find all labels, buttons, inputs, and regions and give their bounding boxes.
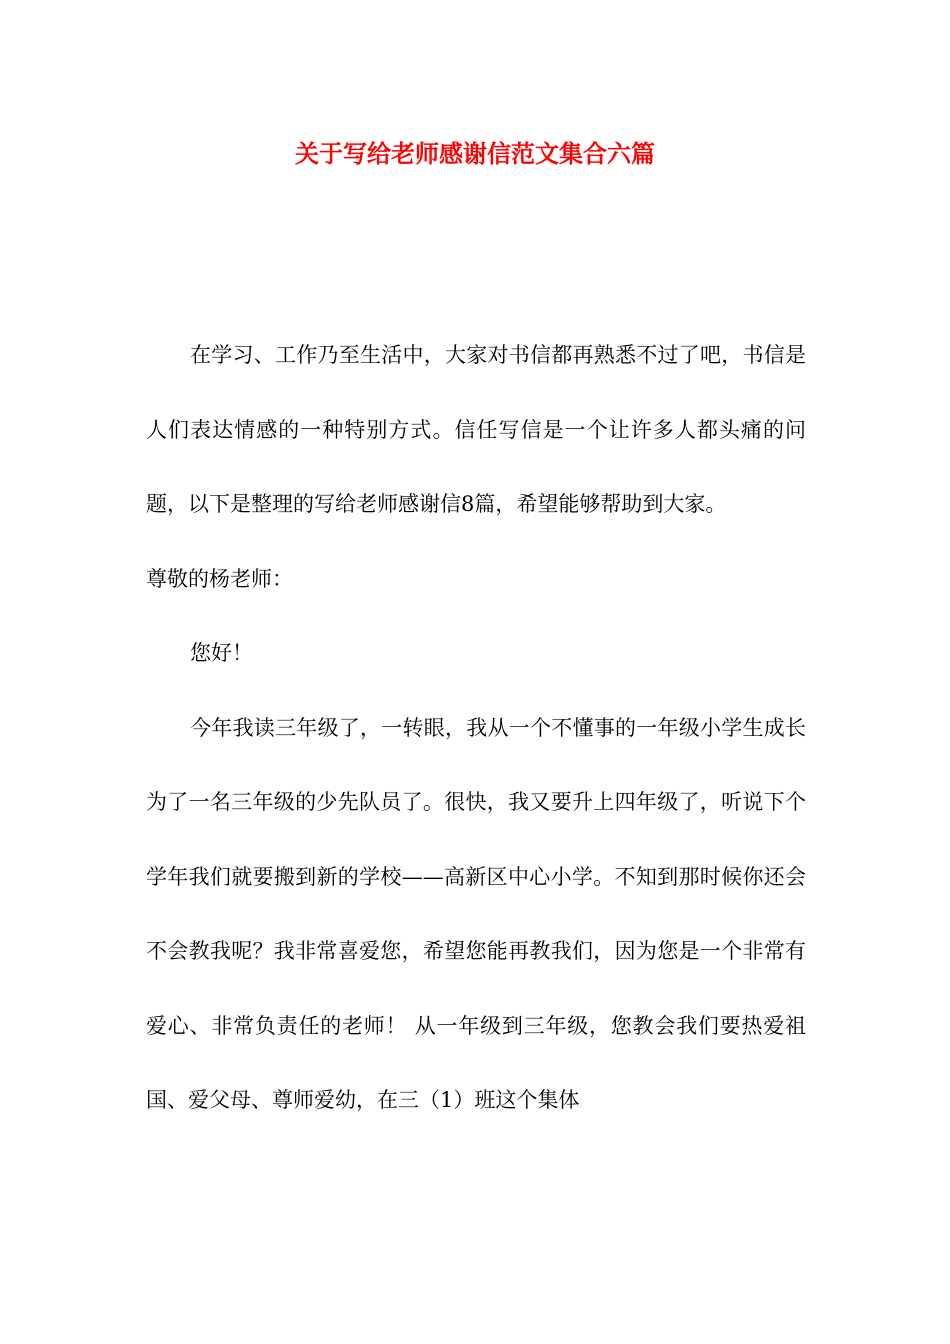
intro-paragraph: 在学习、工作乃至生活中，大家对书信都再熟悉不过了吧，书信是人们表达情感的一种特别方式。信任写信是一个让许多人都头痛的问题，以下是整理的写给老师感谢信8篇，希望能够帮助到大家。: [146, 343, 806, 516]
document-title: 关于写给老师感谢信范文集合六篇: [295, 139, 655, 168]
greeting: 您好！: [190, 641, 253, 665]
salutation: 尊敬的杨老师：: [146, 566, 293, 591]
letter-paragraph: 今年我读三年级了，一转眼，我从一个不懂事的一年级小学生成长为了一名三年级的少先队员了。很快，我又要升上四年级了，听说下个学年我们就要搬到新的学校——高新区中心小学。不知到那时候你还会不会教我呢？我非常喜爱您，希望您能再教我们，因为您是一个非常有爱心、非常负责任的老师！ 从一年级到三年级，您教会我们要热爱祖国、爱父母、尊师爱幼，在三（1）班这个集体: [146, 715, 806, 1112]
document-body: [146, 318, 806, 1138]
